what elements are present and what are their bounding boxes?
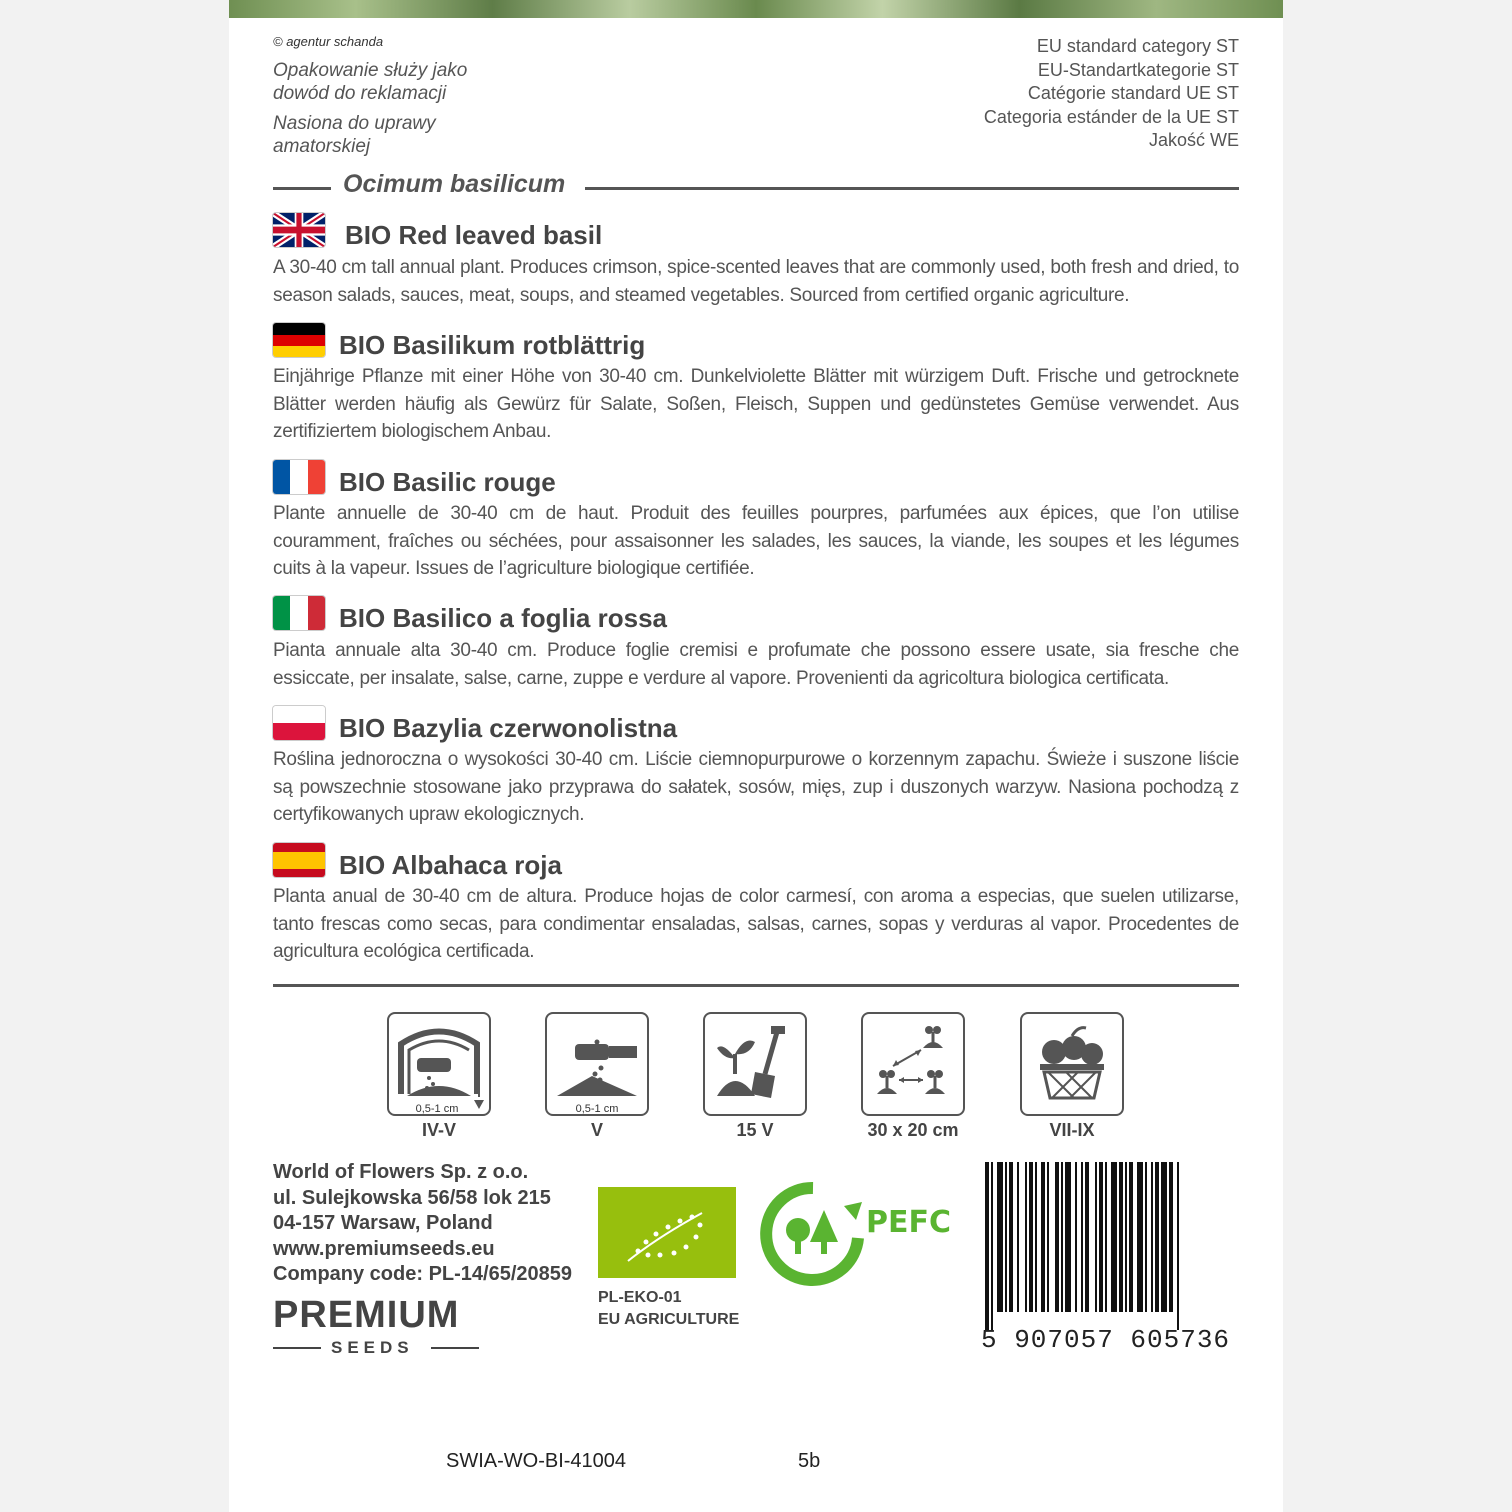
barcode-bar	[1111, 1162, 1117, 1312]
barcode-bar	[1177, 1162, 1179, 1330]
barcode-bar	[1017, 1162, 1019, 1312]
section-title-pl: BIO Bazylia czerwonolistna	[339, 713, 678, 743]
note-pl-1: Opakowanie służy jako dowód do reklamacji	[273, 60, 468, 104]
eu-category: EU standard category ST EU-Standartkategorie ST Catégorie standard UE ST Categoria estánder de la UE ST Jakość WE	[983, 36, 1239, 150]
icon-caption-3: 15 V	[736, 1120, 774, 1140]
barcode-bar	[1061, 1162, 1063, 1312]
latin-name: Ocimum basilicum	[343, 170, 566, 198]
icon-caption-4: 30 x 20 cm	[867, 1120, 959, 1140]
spacing-icon	[861, 1012, 965, 1116]
barcode-bar	[985, 1162, 989, 1330]
section-title-en: BIO Red leaved basil	[345, 220, 603, 250]
barcode-bar	[997, 1162, 1003, 1312]
depth-label-1: 0,5-1 cm	[415, 1103, 459, 1114]
latin-name-row	[273, 170, 1239, 200]
section-title-fr: BIO Basilic rouge	[339, 467, 556, 497]
barcode-bar	[1025, 1162, 1027, 1312]
icon-caption-5: VII-IX	[1049, 1120, 1095, 1140]
barcode-bar	[1085, 1162, 1089, 1312]
barcode-bar	[1161, 1162, 1167, 1312]
barcode-bar	[991, 1162, 993, 1330]
barcode-bar	[1105, 1162, 1107, 1312]
barcode-bar	[1075, 1162, 1077, 1312]
planting-out-icon	[703, 1012, 807, 1116]
company-address: World of Flowers Sp. z o.o. ul. Sulejkowska 56/58 lok 215 04-157 Warsaw, Poland www.premiumseeds.eu Company code: PL-14/65/20859	[273, 1161, 573, 1285]
copyright: © agentur schanda	[273, 34, 384, 49]
version-code: 5b	[798, 1450, 821, 1472]
barcode-bar	[1145, 1162, 1147, 1312]
outdoor-sowing-icon	[545, 1012, 649, 1116]
barcode-bar	[1009, 1162, 1013, 1312]
eu-organic-leaf-logo	[598, 1187, 736, 1278]
icon-caption-1: IV-V	[421, 1120, 456, 1140]
barcode-bar	[1119, 1162, 1123, 1312]
brand-logo-seeds: SEEDS	[273, 1338, 479, 1358]
note-pl-2: Nasiona do uprawy amatorskiej	[273, 113, 436, 157]
barcode-bar	[1125, 1162, 1127, 1312]
spain-flag	[273, 843, 325, 877]
barcode-bar	[1151, 1162, 1153, 1312]
barcode-bar	[1035, 1162, 1037, 1312]
barcode-bar	[1047, 1162, 1049, 1312]
greenhouse-sowing-icon	[387, 1012, 491, 1116]
section-body-en: A 30-40 cm tall annual plant. Produces crimson, spice-scented leaves that are commonly used, both fresh and dried, to season salads, sauces, meat, soups, and steamed vegetables. Sourced from certified organic agriculture.	[273, 257, 1239, 306]
barcode-bar	[1065, 1162, 1071, 1312]
plant-photo-strip	[229, 0, 1283, 18]
barcode-number: 5 907057 605736	[981, 1325, 1231, 1355]
barcode-bar	[1155, 1162, 1159, 1312]
barcode-bar	[1169, 1162, 1173, 1312]
barcode-bar	[1099, 1162, 1103, 1312]
icon-caption-2: V	[590, 1120, 603, 1140]
germany-flag	[273, 323, 325, 357]
barcode-bar	[1095, 1162, 1097, 1312]
section-title-de: BIO Basilikum rotblättrig	[339, 330, 646, 360]
barcode-bar	[1129, 1162, 1133, 1312]
section-title-es: BIO Albahaca roja	[339, 850, 562, 880]
barcode-bar	[1081, 1162, 1083, 1312]
section-body-pl: Roślina jednoroczna o wysokości 30-40 cm. Liście ciemnopurpurowe o korzennym zapachu. Świeże i suszone liście są powszechnie stosowane jako przyprawa do sałatek, sosów, mięs, zup i duszonych warzyw. Nasiona pochodzą z certyfikowanych upraw ekologicznych.	[273, 749, 1239, 825]
barcode-bar	[1029, 1162, 1033, 1312]
section-body-it: Pianta annuale alta 30-40 cm. Produce foglie cremisi e profumate che possono essere usate, sia fresche che essiccate, per insalate, salse, carne, zuppe e verdure al vapore. Provenienti da agricoltura biologica certificata.	[273, 640, 1239, 689]
product-code: SWIA-WO-BI-41004	[446, 1450, 627, 1472]
harvest-basket-icon	[1020, 1012, 1124, 1116]
barcode-bar	[1005, 1162, 1007, 1312]
brand-logo-premium: PREMIUM	[273, 1294, 460, 1336]
uk-flag	[273, 213, 325, 247]
section-body-fr: Plante annuelle de 30-40 cm de haut. Produit des feuilles pourpres, parfumées aux épices, que l’on utilise couramment, fraîches ou séchées, pour assaisonner les salades, les sauces, la viande, les soupes et les légumes cuits à la vapeur. Issues de l’agriculture biologique certifiée.	[273, 503, 1239, 579]
section-body-es: Planta anual de 30-40 cm de altura. Produce hojas de color carmesí, con aroma a especias, que suelen utilizarse, tanto frescas como secas, para condimentar ensaladas, salsas, carnes, sopas y verduras al vapor. Procedentes de agricultura ecológica certificada.	[273, 886, 1239, 962]
barcode-bar	[1137, 1162, 1143, 1312]
pefc-text: PEFC	[866, 1205, 951, 1240]
barcode-bar	[1055, 1162, 1059, 1312]
depth-label-2: 0,5-1 cm	[575, 1103, 619, 1114]
seed-packet-back	[229, 0, 1283, 1512]
poland-flag	[273, 706, 325, 740]
section-body-de: Einjährige Pflanze mit einer Höhe von 30-40 cm. Dunkelviolette Blätter mit würzigem Duft. Frische und getrocknete Blätter werden häufig als Gewürz für Salate, Soßen, Fleisch, Suppen und gedünstetes Gemüse verwendet. Aus zertifiziertem biologischem Anbau.	[273, 366, 1239, 442]
barcode-bar	[1041, 1162, 1045, 1312]
pefc-logo	[758, 1180, 978, 1290]
barcode	[981, 1162, 1241, 1334]
rule-left	[273, 187, 331, 190]
section-divider	[273, 984, 1239, 987]
section-title-it: BIO Basilico a foglia rossa	[339, 603, 667, 633]
eu-certification-text: PL-EKO-01 EU AGRICULTURE	[598, 1289, 740, 1328]
rule-right	[585, 187, 1239, 190]
france-flag	[273, 460, 325, 494]
italy-flag	[273, 596, 325, 630]
